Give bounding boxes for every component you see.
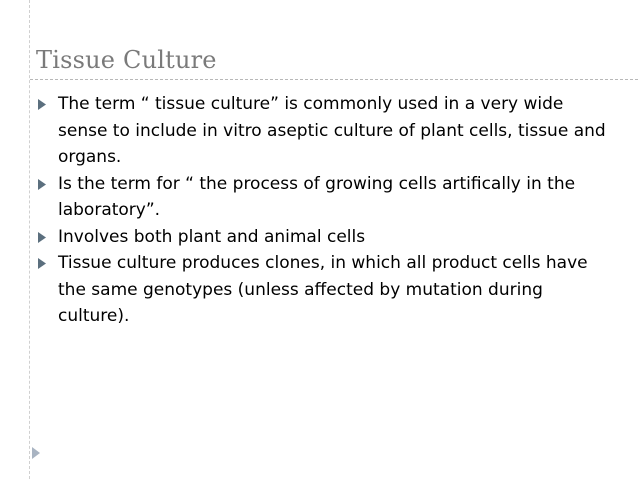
bullet-text: The term “ tissue culture” is commonly used in a very wide sense to include in vitro aseptic culture of plant cells, tissue and organs. xyxy=(58,94,606,167)
triangle-bullet-icon xyxy=(38,99,58,110)
bullet-text: Involves both plant and animal cells xyxy=(58,226,366,247)
left-margin-rule xyxy=(29,0,30,479)
bullet-list xyxy=(38,91,608,330)
bullet-item xyxy=(38,250,608,330)
slide-title: Tissue Culture xyxy=(36,46,217,74)
triangle-bullet-icon xyxy=(38,179,58,190)
bullet-item xyxy=(38,224,608,251)
triangle-bullet-icon xyxy=(38,232,58,243)
triangle-bullet-icon xyxy=(38,258,58,269)
bullet-item xyxy=(38,171,608,224)
title-divider xyxy=(30,79,638,80)
bullet-text: Is the term for “ the process of growing cells artifically in the laboratory”. xyxy=(58,173,576,220)
bullet-item xyxy=(38,91,608,171)
bullet-text: Tissue culture produces clones, in which all product cells have the same genotypes (unless affected by mutation during culture). xyxy=(58,253,588,326)
slide-nav-arrow-icon[interactable] xyxy=(32,444,40,463)
